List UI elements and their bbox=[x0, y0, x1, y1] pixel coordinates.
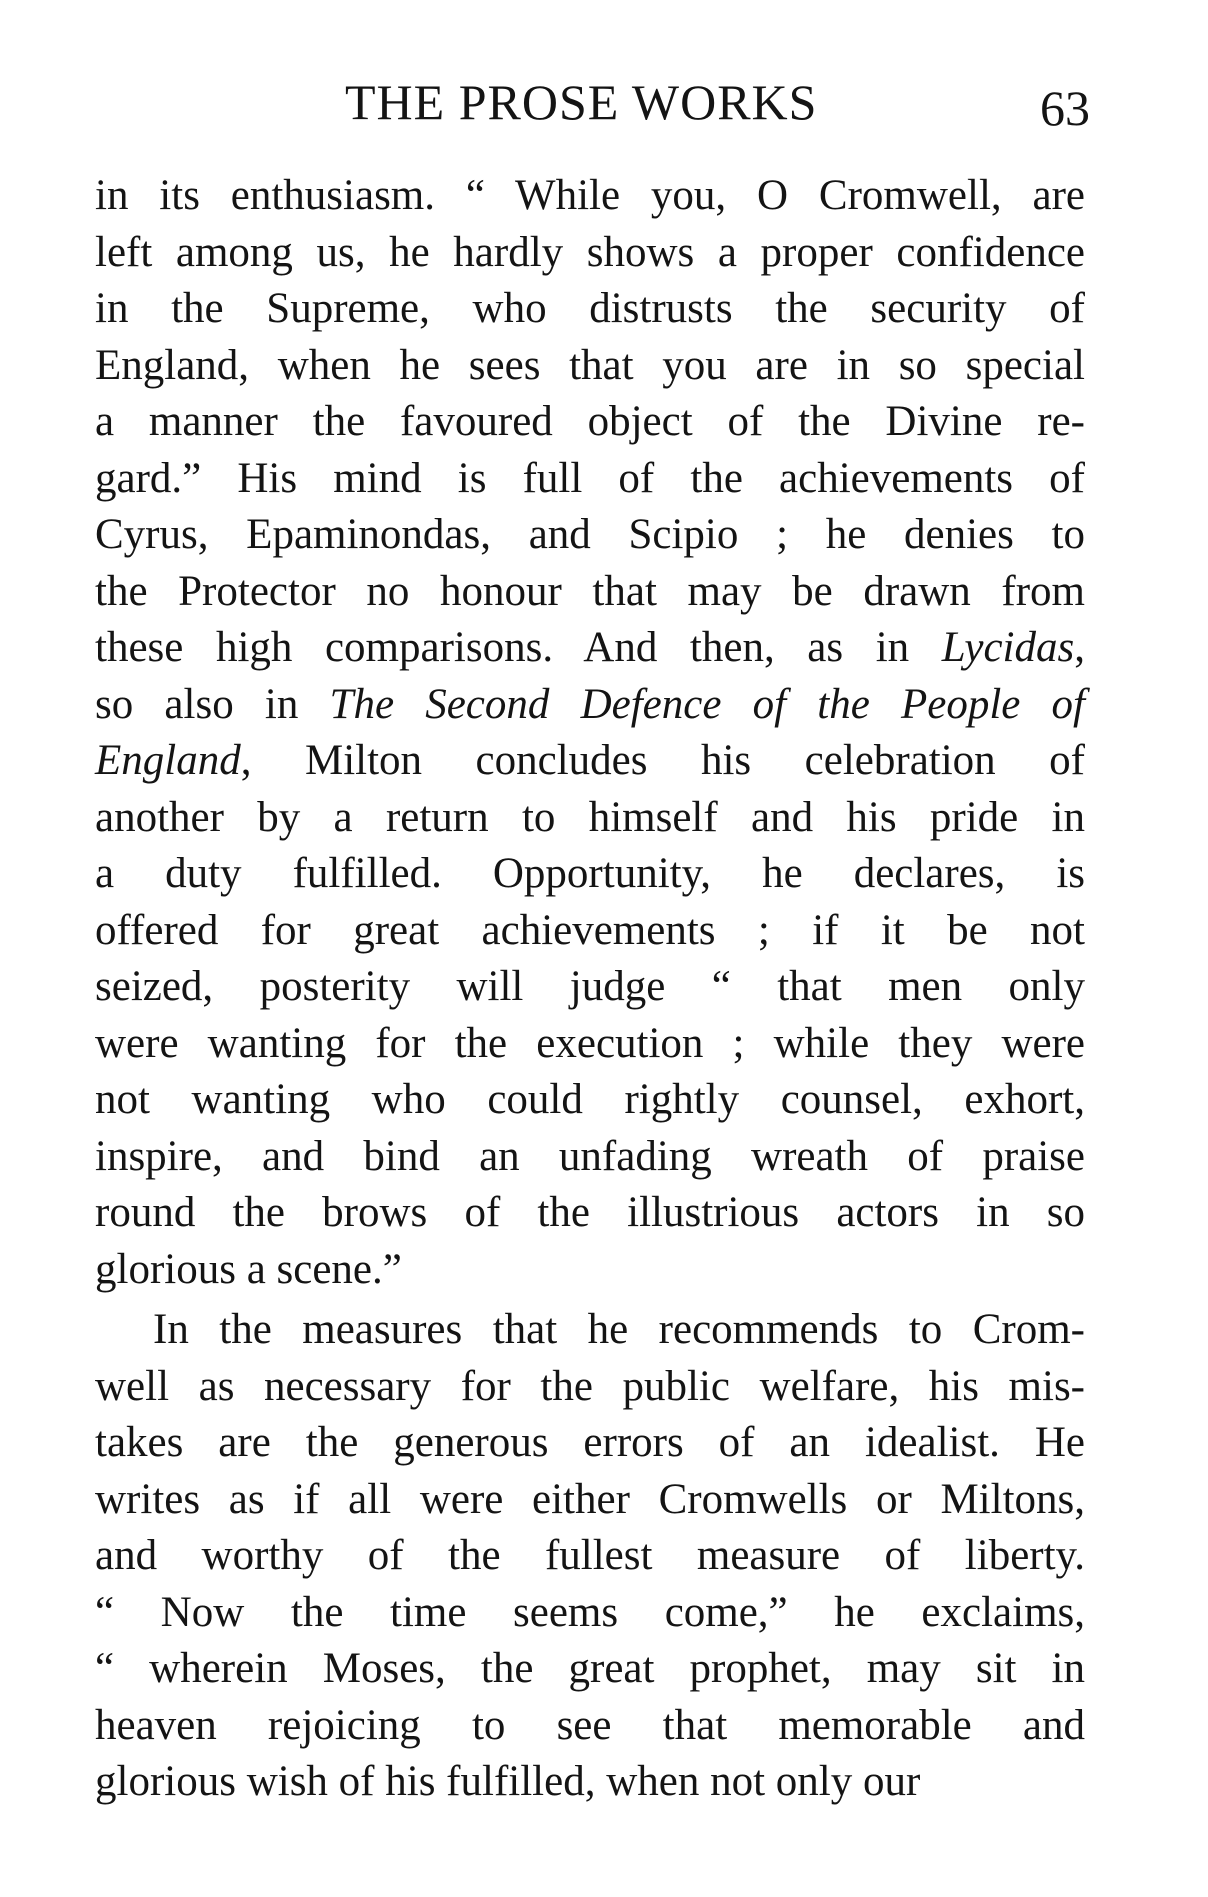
text-run: England, when he sees that you are in so special bbox=[95, 341, 1085, 389]
text-line bbox=[95, 846, 1085, 903]
text-run: not wanting who could rightly counsel, exhort, bbox=[95, 1076, 1085, 1123]
text-line bbox=[95, 1129, 1085, 1186]
text-line bbox=[95, 1472, 1085, 1529]
text-line bbox=[95, 1415, 1085, 1472]
text-line bbox=[95, 394, 1085, 451]
text-run: were wanting for the execution ; while they were bbox=[95, 1019, 1085, 1067]
text-run: “ Now the time seems come,” he exclaims, bbox=[95, 1588, 1085, 1636]
text-run: seized, posterity will judge “ that men only bbox=[95, 963, 1085, 1010]
text-run: left among us, he hardly shows a proper confidence bbox=[95, 228, 1085, 276]
text-line bbox=[95, 507, 1085, 564]
text-run: heaven rejoicing to see that memorable and bbox=[95, 1701, 1085, 1749]
text-line bbox=[95, 451, 1085, 508]
page-number: 63 bbox=[1040, 80, 1090, 136]
text-run: in the Supreme, who distrusts the security of bbox=[95, 285, 1085, 332]
text-line bbox=[95, 1359, 1085, 1416]
text-run: Cyrus, Epaminondas, and Scipio ; he denies to bbox=[95, 511, 1085, 558]
text-run: takes are the generous errors of an idealist. He bbox=[95, 1419, 1085, 1466]
text-run: In the measures that he recommends to Crom- bbox=[153, 1306, 1085, 1353]
text-run: in its enthusiasm. “ While you, O Cromwell, are bbox=[95, 172, 1085, 219]
text-line bbox=[95, 677, 1085, 734]
text-line bbox=[95, 1302, 1085, 1359]
text-line bbox=[95, 1528, 1085, 1585]
text-line bbox=[95, 620, 1085, 677]
italic-title: England bbox=[95, 737, 241, 784]
text-run: well as necessary for the public welfare, his mis- bbox=[95, 1362, 1085, 1410]
text-line bbox=[95, 1754, 1085, 1811]
body-text bbox=[95, 168, 1085, 1811]
text-line bbox=[95, 903, 1085, 960]
text-line bbox=[95, 959, 1085, 1016]
text-run: a manner the favoured object of the Divine re- bbox=[95, 398, 1085, 445]
text-line bbox=[95, 281, 1085, 338]
text-run: a duty fulfilled. Opportunity, he declares, is bbox=[95, 850, 1085, 897]
text-run: and worthy of the fullest measure of liberty. bbox=[95, 1532, 1085, 1579]
text-line bbox=[95, 168, 1085, 225]
text-run: , Milton concludes his celebration of bbox=[240, 737, 1085, 784]
text-line bbox=[95, 1016, 1085, 1073]
text-line bbox=[95, 790, 1085, 847]
text-run: round the brows of the illustrious actors in so bbox=[95, 1189, 1085, 1236]
text-line bbox=[95, 1185, 1085, 1242]
italic-title: The Second Defence of the People of bbox=[329, 680, 1085, 728]
paragraph bbox=[95, 168, 1085, 1298]
text-run: gard.” His mind is full of the achievements of bbox=[95, 454, 1085, 502]
text-line bbox=[95, 1585, 1085, 1642]
text-run: inspire, and bind an unfading wreath of praise bbox=[95, 1132, 1085, 1180]
text-run: the Protector no honour that may be drawn from bbox=[95, 567, 1085, 615]
text-line bbox=[95, 733, 1085, 790]
text-run: glorious a scene.” bbox=[95, 1245, 402, 1293]
text-line bbox=[95, 564, 1085, 621]
text-run: offered for great achievements ; if it be not bbox=[95, 906, 1085, 954]
text-run: so also in bbox=[95, 680, 330, 728]
text-run: “ wherein Moses, the great prophet, may sit in bbox=[95, 1645, 1085, 1692]
paragraph bbox=[95, 1302, 1085, 1811]
text-run: these high comparisons. And then, as in bbox=[95, 624, 942, 671]
running-header bbox=[0, 72, 1208, 136]
text-run: glorious wish of his fulfilled, when not only our bbox=[95, 1758, 921, 1805]
text-line bbox=[95, 1072, 1085, 1129]
text-run: , bbox=[1074, 624, 1085, 671]
text-line bbox=[95, 338, 1085, 395]
text-run: writes as if all were either Cromwells or Miltons, bbox=[95, 1475, 1085, 1523]
running-title: THE PROSE WORKS bbox=[345, 74, 818, 130]
text-line bbox=[95, 1242, 1085, 1299]
text-line bbox=[95, 1698, 1085, 1755]
italic-title: Lycidas bbox=[941, 624, 1075, 671]
text-line bbox=[95, 1641, 1085, 1698]
text-run: another by a return to himself and his pride in bbox=[95, 793, 1085, 841]
text-line bbox=[95, 225, 1085, 282]
